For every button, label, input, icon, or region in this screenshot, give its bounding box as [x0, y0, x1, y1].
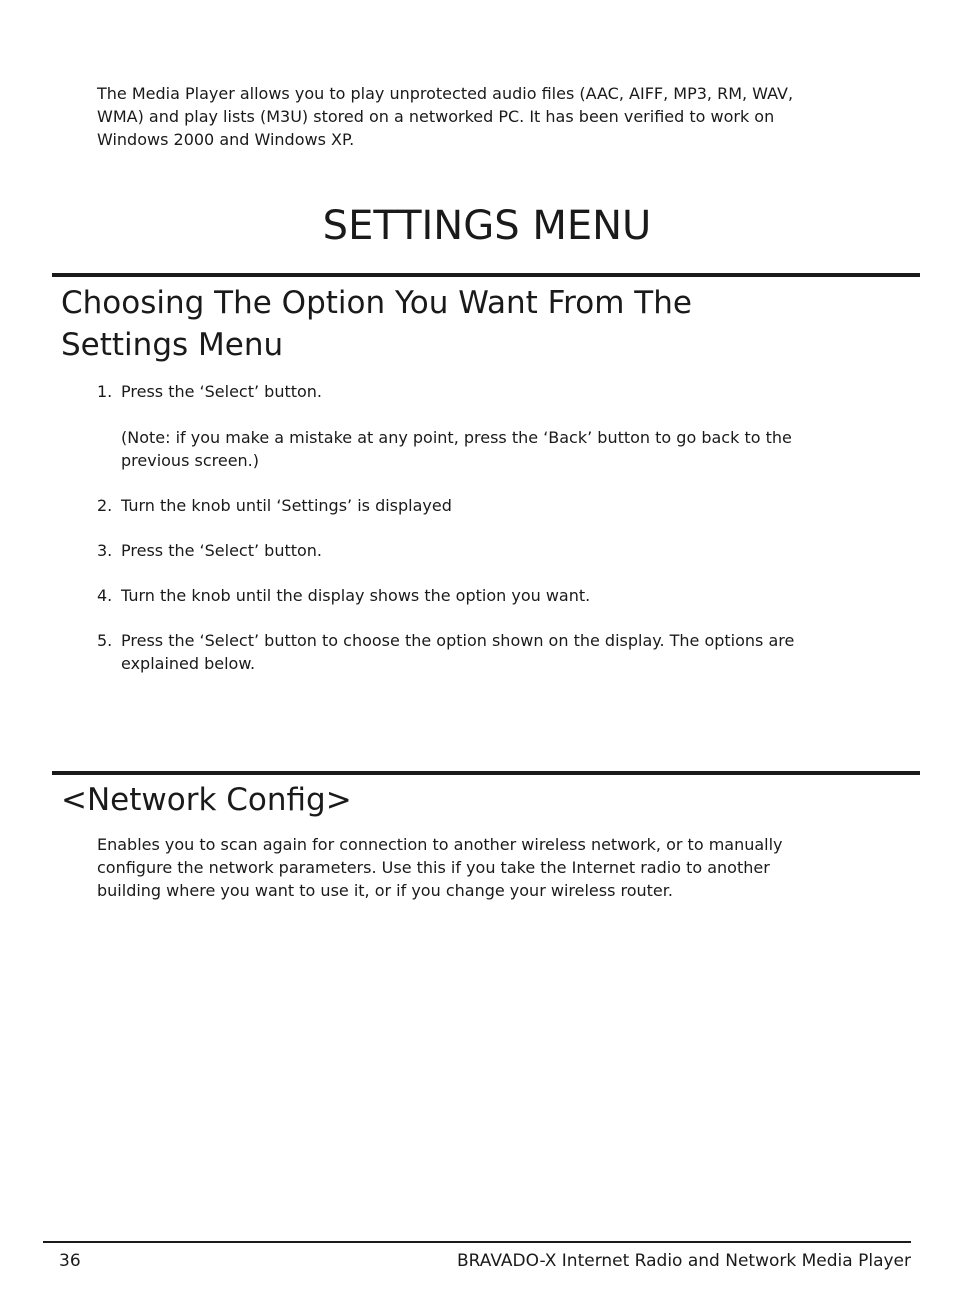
step-number: 5. [97, 631, 113, 650]
list-item [97, 584, 797, 607]
section-divider [52, 273, 920, 277]
step-text: Turn the knob until the display shows the option you want. [121, 586, 591, 605]
intro-paragraph: The Media Player allows you to play unprotected audio files (AAC, AIFF, MP3, RM, WAV, WMA) and play lists (M3U) stored on a networked PC. It has been verified to work on Windows 2000 and Windows XP. [97, 84, 794, 149]
network-config-description: Enables you to scan again for connection to another wireless network, or to manually configure the network parameters. Use this if you take the Internet radio to another building where you want to use it, or if you change your wireless router. [97, 835, 783, 900]
list-item [97, 380, 797, 472]
step-number: 2. [97, 496, 113, 515]
section-heading-network-config: <Network Config> [61, 782, 352, 818]
step-text: Press the ‘Select’ button to choose the option shown on the display. The options are explained below. [121, 631, 795, 673]
step-text: Press the ‘Select’ button. [121, 382, 323, 401]
step-number: 4. [97, 586, 113, 605]
list-item [97, 494, 797, 517]
step-text: Turn the knob until ‘Settings’ is displayed [121, 496, 452, 515]
step-note: (Note: if you make a mistake at any point, press the ‘Back’ button to go back to the previous screen.) [121, 428, 792, 470]
section-divider [52, 771, 920, 775]
page-number: 36 [59, 1251, 81, 1271]
step-text: Press the ‘Select’ button. [121, 541, 323, 560]
settings-steps-list [97, 380, 797, 697]
list-item [97, 539, 797, 562]
step-number: 3. [97, 541, 113, 560]
step-content [121, 380, 797, 472]
footer-divider [43, 1241, 911, 1243]
page-title: SETTINGS MENU [322, 203, 652, 249]
section-heading-choosing-option: Choosing The Option You Want From The Settings Menu [61, 285, 692, 363]
footer-title: BRAVADO-X Internet Radio and Network Media Player [457, 1251, 911, 1271]
list-item [97, 629, 797, 675]
step-number: 1. [97, 382, 113, 401]
